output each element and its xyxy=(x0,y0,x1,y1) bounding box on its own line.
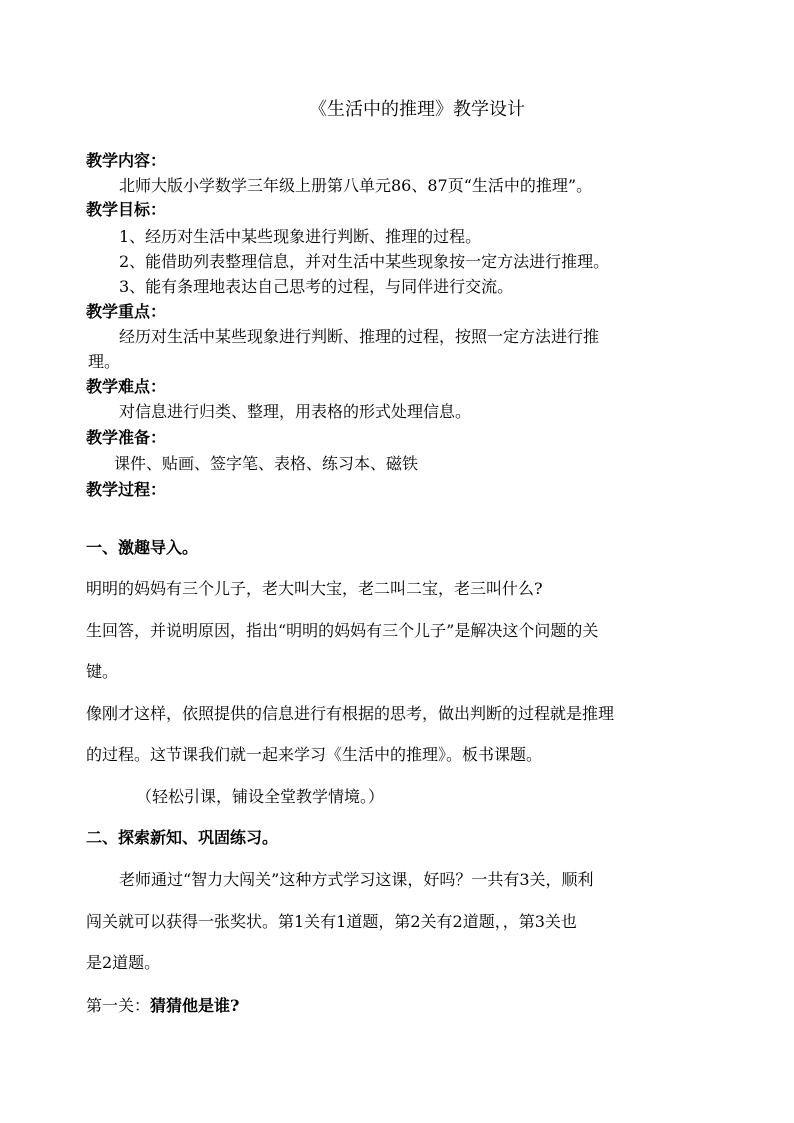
goal-item-1: 1、经历对生活中某些现象进行判断、推理的过程。 xyxy=(119,227,482,246)
part1-paragraph-3-line-2: 的过程。这节课我们就一起来学习《生活中的推理》。板书课题。 xyxy=(86,745,543,764)
part2-paragraph-line-3: 是2道题。 xyxy=(86,953,161,972)
goals-heading: 教学目标： xyxy=(86,200,167,219)
part1-paragraph-1: 明明的妈妈有三个儿子，老大叫大宝，老二叫二宝，老三叫什么? xyxy=(86,579,543,598)
part1-note: （轻松引课，铺设全堂教学情境。） xyxy=(136,787,385,806)
part1-paragraph-2-line-2: 键。 xyxy=(86,662,119,681)
level1-title: 猜猜他是谁? xyxy=(150,996,240,1015)
preparation-text: 课件、贴画、签字笔、表格、练习本、磁铁 xyxy=(114,454,419,473)
document-title: 《生活中的推理》教学设计 xyxy=(309,99,525,120)
preparation-heading: 教学准备： xyxy=(86,428,167,447)
part2-paragraph-line-1: 老师通过“智力大闯关”这种方式学习这课，好吗？一共有3关，顺利 xyxy=(119,870,594,889)
part2-paragraph-line-2: 闯关就可以获得一张奖状。第1关有1道题，第2关有2道题，，第3关也 xyxy=(86,912,577,931)
difficulties-heading: 教学难点： xyxy=(86,377,167,396)
part2-heading: 二、探索新知、巩固练习。 xyxy=(86,828,279,847)
level1-prefix: 第一关： xyxy=(86,996,151,1015)
content-text: 北师大版小学数学三年级上册第八单元86、87页“生活中的推理”。 xyxy=(119,176,593,195)
process-heading: 教学过程： xyxy=(86,480,167,499)
keypoints-line-1: 经历对生活中某些现象进行判断、推理的过程，按照一定方法进行推 xyxy=(119,327,600,346)
goal-item-2: 2、能借助列表整理信息，并对生活中某些现象按一定方法进行推理。 xyxy=(119,252,610,271)
level1-line xyxy=(86,995,239,1017)
keypoints-line-2: 理。 xyxy=(88,352,121,371)
keypoints-heading: 教学重点： xyxy=(86,302,167,321)
goal-item-3: 3、能有条理地表达自己思考的过程，与同伴进行交流。 xyxy=(119,277,514,296)
part1-heading: 一、激趣导入。 xyxy=(86,538,199,557)
content-heading: 教学内容： xyxy=(86,151,167,170)
part1-paragraph-2-line-1: 生回答，并说明原因，指出“明明的妈妈有三个儿子”是解决这个问题的关 xyxy=(86,621,599,640)
difficulties-text: 对信息进行归类、整理，用表格的形式处理信息。 xyxy=(119,402,472,421)
part1-paragraph-3-line-1: 像刚才这样，依照提供的信息进行有根据的思考，做出判断的过程就是推理 xyxy=(86,704,615,723)
